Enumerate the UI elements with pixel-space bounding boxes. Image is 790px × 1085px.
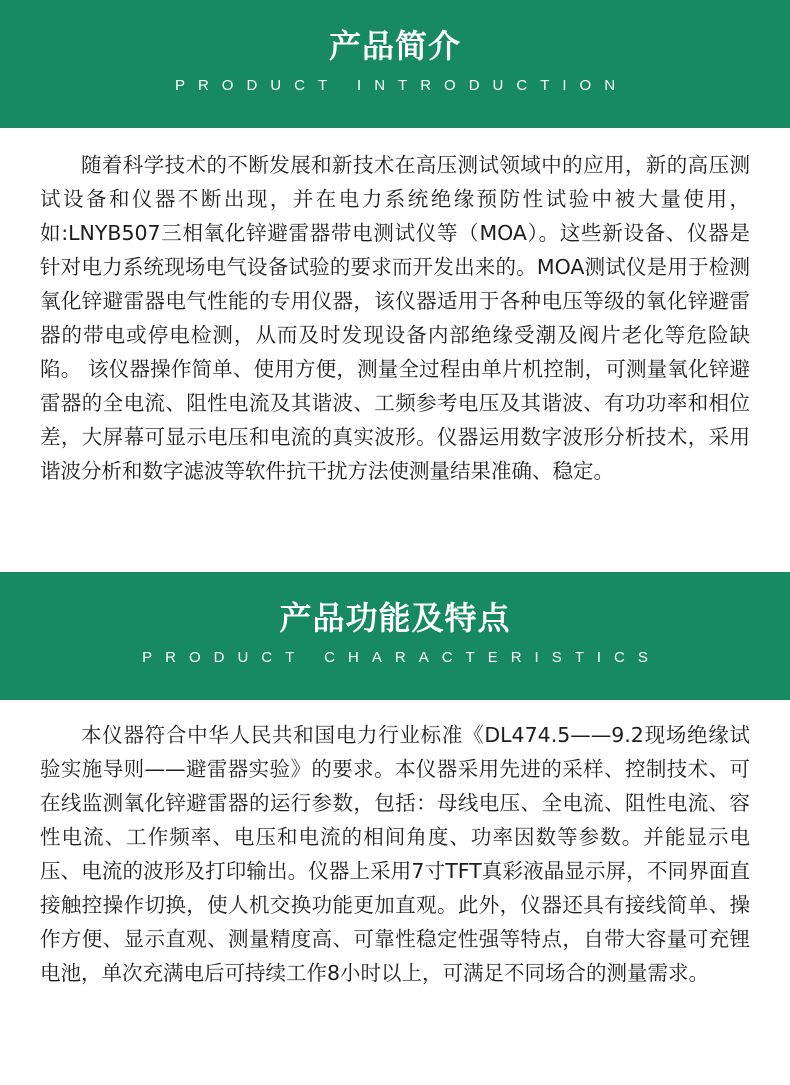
features-body: 本仪器符合中华人民共和国电力行业标准《DL474.5——9.2现场绝缘试验实施导则——避雷器实验》的要求。本仪器采用先进的采样、控制技术、可在线监测氧化锌避雷器的运行参数，包括：母线电压、全电流、阻性电流、容性电流、工作频率、电压和电流的相间角度、功率因数等参数。并能显示电压、电流的波形及打印输出。仪器上采用7寸TFT真彩液晶显示屏，不同界面直接触控操作切换，使人机交换功能更加直观。此外，仪器还具有接线简单、操作方便、显示直观、测量精度高、可靠性稳定性强等特点，自带大容量可充锂电池，单次充满电后可持续工作8小时以上，可满足不同场合的测量需求。	[40, 723, 750, 985]
features-title: 产品功能及特点	[279, 599, 511, 637]
intro-subtitle: PRODUCT INTRODUCTION	[174, 77, 629, 94]
features-subtitle: PRODUCT CHARACTERISTICS	[142, 649, 661, 666]
features-header	[0, 572, 790, 700]
intro-body: 随着科学技术的不断发展和新技术在高压测试领域中的应用，新的高压测试设备和仪器不断出现，并在电力系统绝缘预防性试验中被大量使用，如:LNYB507三相氧化锌避雷器带电测试仪等（MOA）。这些新设备、仪器是针对电力系统现场电气设备试验的要求而开发出来的。MOA测试仪是用于检测氧化锌避雷器电气性能的专用仪器，该仪器适用于各种电压等级的氧化锌避雷器的带电或停电检测，从而及时发现设备内部绝缘受潮及阀片老化等危险缺陷。 该仪器操作简单、使用方便，测量全过程由单片机控制，可测量氧化锌避雷器的全电流、阻性电流及其谐波、工频参考电压及其谐波、有功功率和相位差，大屏幕可显示电压和电流的真实波形。仪器运用数字波形分析技术，采用谐波分析和数字滤波等软件抗干扰方法使测量结果准确、稳定。	[40, 153, 750, 483]
intro-title: 产品简介	[328, 27, 461, 65]
intro-header	[0, 0, 790, 128]
